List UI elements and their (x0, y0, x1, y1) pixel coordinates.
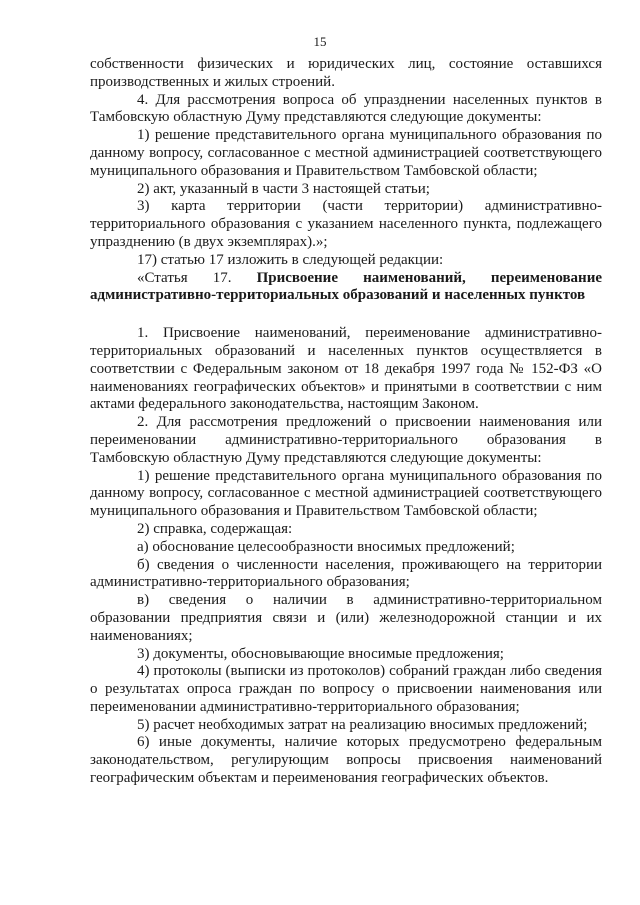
paragraph: 4. Для рассмотрения вопроса об упразднении населенных пунктов в Тамбовскую областную Думу представляются следующие документы: (90, 91, 602, 126)
paragraph: собственности физических и юридических лиц, состояние оставшихся производственных и жилых строений. (90, 56, 602, 90)
page-number: 15 (313, 34, 327, 49)
paragraph: 1) решение представительного органа муниципального образования по данному вопросу, согласованное с местной администрацией соответствующего муниципального образования и Правительством Тамбовской области; (90, 127, 602, 179)
paragraph: 1. Присвоение наименований, переименование административно-территориальных образований и населенных пунктов осуществляется в соответствии с Федеральным законом от 18 декабря 1997 года № 152-ФЗ «О наименованиях географических объектов» и принятыми в соответствии с ним актами федерального законодательства, настоящим Законом. (90, 325, 602, 413)
paragraph: 6) иные документы, наличие которых предусмотрено федеральным законодательством, регулирующим вопросы присвоения наименований географическим объектам и переименования географических объектов. (90, 734, 602, 787)
paragraph: 3) карта территории (части территории) административно-территориального образования с указанием населенного пункта, подлежащего упразднению (в двух экземплярах).»; (90, 198, 602, 250)
paragraph: 1) решение представительного органа муниципального образования по данному вопросу, согласованное с местной администрацией соответствующего муниципального образования и Правительством Тамбовской области; (90, 467, 602, 520)
article-heading (90, 270, 602, 306)
paragraph: 5) расчет необходимых затрат на реализацию вносимых предложений; (137, 716, 588, 733)
paragraph: а) обоснование целесообразности вносимых предложений; (137, 538, 515, 555)
paragraph: 2) справка, содержащая: (137, 520, 293, 537)
paragraph: 4) протоколы (выписки из протоколов) собраний граждан либо сведения о результатах опроса граждан по вопросу о присвоении наименования или переименовании административно-территориального образования; (90, 663, 602, 715)
article-heading-title: Присвоение наименований, переименование административно-территориальных образований и населенных пунктов (90, 269, 602, 304)
article-heading-prefix: «Статья 17. (137, 269, 232, 286)
paragraph: в) сведения о наличии в административно-территориальном образовании предприятия связи и (или) железнодорожной станции и их наименованиях; (90, 592, 602, 644)
paragraph: 2) акт, указанный в части 3 настоящей статьи; (137, 180, 430, 197)
document-body (90, 56, 602, 788)
paragraph: б) сведения о численности населения, проживающего на территории административно-территориального образования; (90, 556, 602, 591)
paragraph: 3) документы, обосновывающие вносимые предложения; (137, 645, 504, 662)
paragraph: 2. Для рассмотрения предложений о присвоении наименования или переименовании административно-территориального образования в Тамбовскую областную Думу представляются следующие документы: (90, 414, 602, 466)
paragraph: 17) статью 17 изложить в следующей редакции: (137, 251, 444, 268)
